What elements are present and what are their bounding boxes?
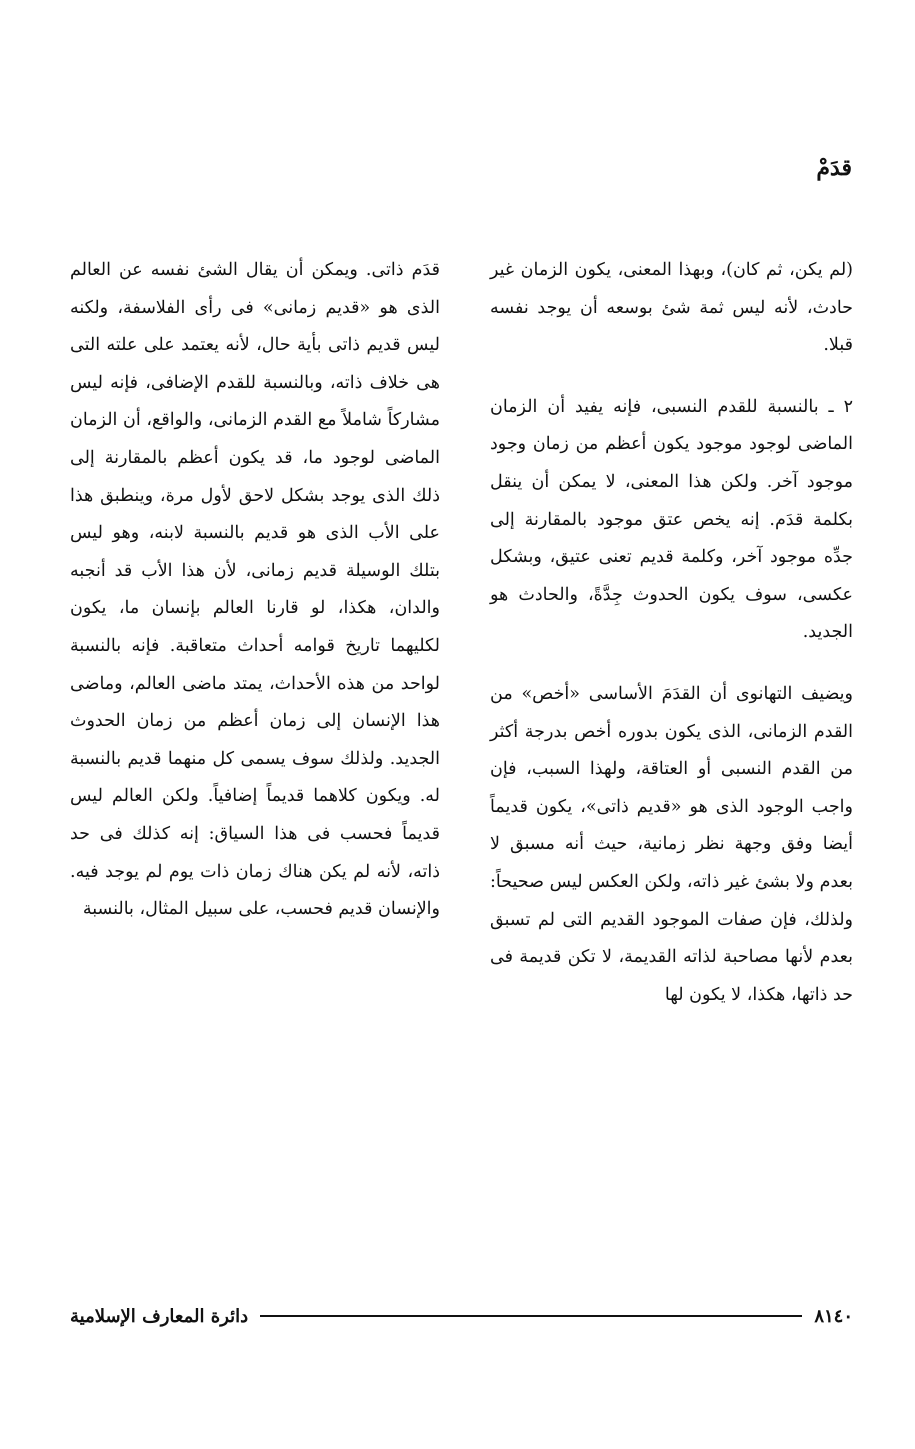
- page-footer: [70, 1294, 853, 1338]
- right-text-column: [490, 252, 853, 1014]
- paragraph: ٢ ـ بالنسبة للقدم النسبى، فإنه يفيد أن الزمان الماضى لوجود موجود يكون أعظم من زمان وجود موجود آخر. ولكن هذا المعنى، لا يمكن أن ينقل بكلمة قدَم. إنه يخص عتق موجود بالمقارنة إلى جدِّه موجود آخر، وكلمة قديم تعنى عتيق، وبشكل عكسى، سوف يكون الحدوث جِدَّةً، والحادث هو الجديد.: [490, 396, 853, 643]
- paragraph: ويضيف التهانوى أن القدَمَ الأساسى «أخص» من القدم الزمانى، الذى يكون بدوره أخص بدرجة أكثر من القدم النسبى أو العتاقة، ولهذا السبب، فإن واجب الوجود الذى هو «قديم ذاتى»، يكون قديماً أيضا وفق وجهة نظر زمانية، حيث أنه مسبق لا بعدم ولا بشئ غير ذاته، ولكن العكس ليس صحيحاً: ولذلك، فإن صفات الموجود القديم التى لم تسبق بعدم لأنها مصاحبة لذاته القديمة، لا تكن قديمة فى حد ذاتها، هكذا، لا يكون لها: [490, 683, 853, 1005]
- publication-title: دائرة المعارف الإسلامية: [70, 1305, 249, 1327]
- running-head: قدَمْ: [816, 155, 852, 181]
- paragraph: (لم يكن، ثم كان)، وبهذا المعنى، يكون الزمان غير حادث، لأنه ليس ثمة شئ بوسعه أن يوجد نفسه قبلا.: [490, 260, 853, 356]
- left-text-column: [70, 252, 440, 929]
- paragraph: قدَم ذاتى. ويمكن أن يقال الشئ نفسه عن العالم الذى هو «قديم زمانى» فى رأى الفلاسفة، ولكنه ليس قديم ذاتى بأية حال، لأنه يعتمد على علته التى هى خلاف ذاته، وبالنسبة للقدم الإضافى، فإنه ليس مشاركاً شاملاً مع القدم الزمانى، والواقع، أن الزمان الماضى لوجود ما، قد يكون أعظم بالمقارنة إلى ذلك الذى يوجد بشكل لاحق لأول مرة، وينطبق هذا على الأب الذى هو قديم بالنسبة لابنه، وهو ليس بتلك الوسيلة قديم زمانى، لأن هذا الأب قد أنجبه والدان، هكذا، لو قارنا العالم بإنسان ما، يكون لكليهما تاريخ قوامه أحداث متعاقبة. فإنه بالنسبة لواحد من هذه الأحداث، يمتد ماضى العالم، وماضى هذا الإنسان إلى زمان أعظم من زمان الحدوث الجديد. ولذلك سوف يسمى كل منهما قديم بالنسبة له. ويكون كلاهما قديماً إضافياً. ولكن العالم ليس قديماً فحسب فى هذا السياق: إنه كذلك فى حد ذاته، لأنه لم يكن هناك زمان ذات يوم لم يوجد فيه. والإنسان قديم فحسب، على سبيل المثال، بالنسبة: [70, 260, 440, 920]
- footer-divider: [260, 1315, 802, 1317]
- page-number: ٨١٤٠: [814, 1305, 853, 1327]
